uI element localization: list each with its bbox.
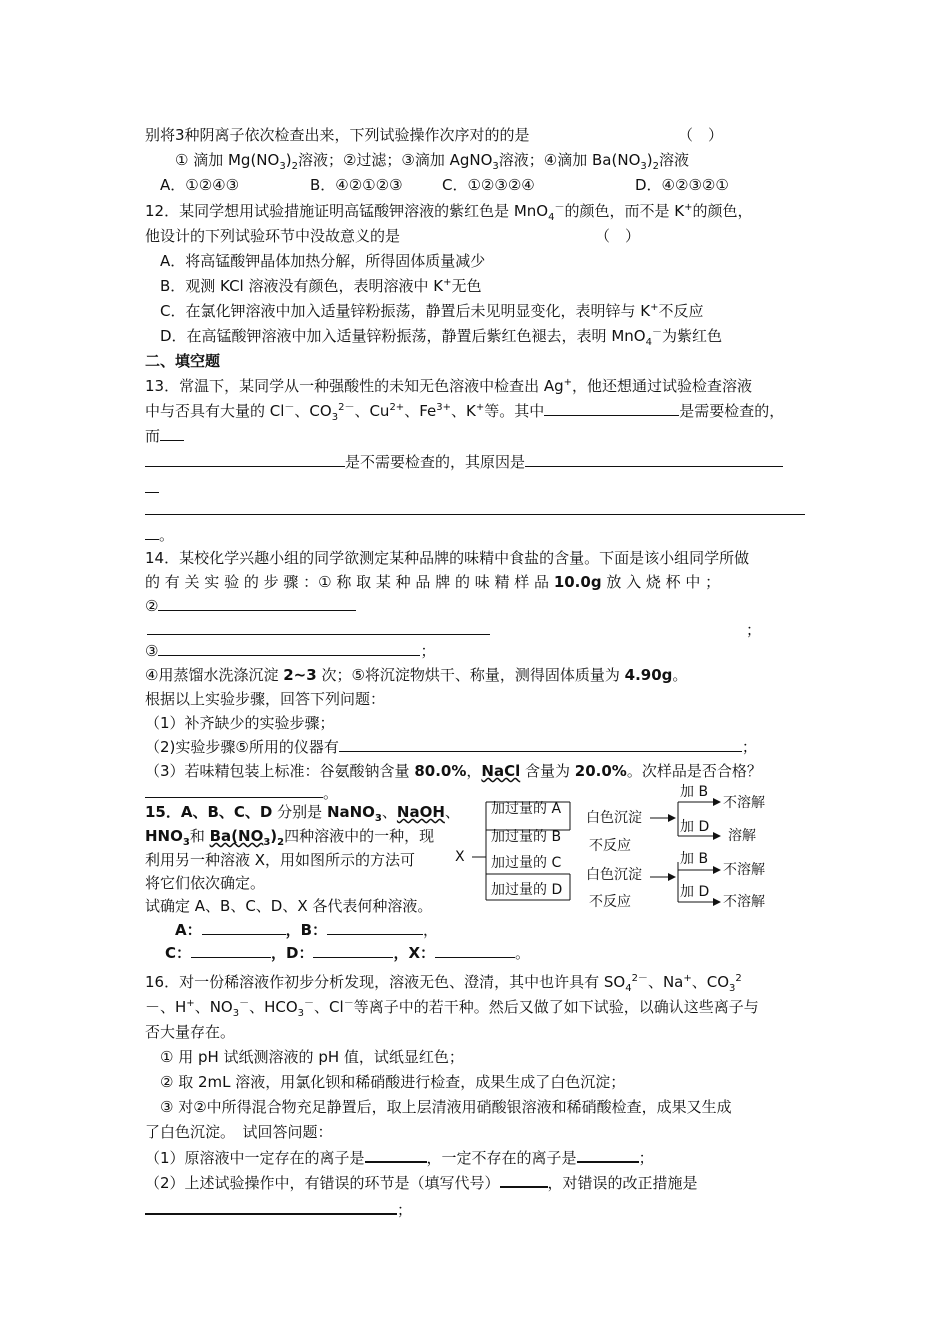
q15-answer-row1: A： ，B： ， [175, 921, 439, 939]
q12-option-b: B．观测 KCl 溶液没有颜色，表明溶液中 K+无色 [160, 277, 482, 295]
q13-line1: 13．常温下，某同学从一种强酸性的未知无色溶液中检查出 Ag+，他还想通过试验检查溶液 [145, 377, 753, 395]
q16-blank-absent[interactable] [577, 1147, 639, 1163]
q16-part-2: （2）上述试验操作中，有错误的环节是（填写代号） ，对错误的改正措施是 [145, 1174, 698, 1192]
flow-no-reaction-1: 不反应 [589, 838, 631, 854]
flow-plus-d-2: 加 D [680, 884, 710, 900]
flow-plus-b-2: 加 B [680, 851, 709, 867]
flow-add-c: 加过量的 C [491, 855, 562, 871]
q14-line11: 。 [145, 783, 338, 803]
flow-add-a: 加过量的 A [491, 801, 562, 817]
flow-add-d: 加过量的 D [491, 882, 563, 898]
q16-step-3b: 了白色沉淀。 试回答问题： [145, 1123, 333, 1141]
q14-line4-end: ； [746, 621, 762, 639]
q16-line1: 16．对一份稀溶液作初步分析发现，溶液无色、澄清，其中也许具有 $SO_4^{2-}$、Na+、$CO_3^2$ [145, 973, 742, 994]
flow-insoluble-3: 不溶解 [723, 894, 765, 910]
q14-line9: （2)实验步骤⑤所用的仪器有 ； [145, 738, 757, 756]
q15-line2: $HNO_3$和 $Ba(NO_3)_2$四种溶液中的一种，现 [145, 827, 435, 848]
q12-line2: 他设计的下列试验环节中没故意义的是 （ ） [145, 227, 641, 245]
q11-option-a: A．①②④③ [160, 176, 240, 194]
q11-option-c: C．①②③②④ [442, 176, 535, 194]
q16-part-1: （1）原溶液中一定存在的离子是 ，一定不存在的离子是 ； [145, 1149, 654, 1167]
q16-part-2-answer: ； [145, 1199, 412, 1220]
q15-line1: 15．A、B、C、D 分别是 NaNO$_3$、NaOH、 [145, 803, 460, 824]
q14-line2: 的 有 关 实 验 的 步 骤 ：① 称 取 某 种 品 牌 的 味 精 样 品 10.0g 放 入 烧 杯 中 ； [145, 573, 721, 591]
q13-line4: 是不需要检查的，其原因是 [145, 452, 783, 472]
q16-blank-present[interactable] [365, 1147, 427, 1163]
flow-insoluble-1: 不溶解 [723, 795, 765, 811]
q12-line1: 12．某同学想用试验措施证明高锰酸钾溶液的紫红色是 MnO$_4$－的颜色，而不是 K+的颜色， [145, 202, 753, 223]
q16-step-1: ① 用 pH 试纸测溶液的 pH 值，试纸显红色； [160, 1048, 464, 1066]
q16-line3: 否大量存在。 [145, 1023, 236, 1041]
q11-stem: 别将3种阴离子依次检查出来，下列试验操作次序对的的是 （ ） [145, 126, 724, 144]
flow-white-precipitate-1: 白色沉淀 [586, 810, 642, 826]
q13-line2: 中与否具有大量的 Cl－、$CO_3^{2-}$、$Cu^{2+}$、$Fe^{3+}$、K+等。其中 是需要检查的， [145, 402, 785, 423]
q12-option-d: D．在高锰酸钾溶液中加入适量锌粉振荡，静置后紫红色褪去，表明 MnO$_4$－为紫红色 [160, 327, 722, 348]
q14-line10: （3）若味精包装上标准：谷氨酸钠含量 80.0%，NaCl 含量为 20.0%。次样品是否合格？ [145, 762, 762, 780]
flow-no-reaction-2: 不反应 [589, 894, 631, 910]
q15-line5: 试确定 A、B、C、D、X 各代表何种溶液。 [145, 897, 433, 915]
q14-line3: ② [145, 596, 356, 616]
q12-option-c: C．在氯化钾溶液中加入适量锌粉振荡，静置后未见明显变化，表明锌与 K+不反应 [160, 302, 704, 320]
flow-plus-d-1: 加 D [680, 819, 710, 835]
q14-line7: 根据以上实验步骤，回答下列问题： [145, 690, 386, 708]
flow-white-precipitate-2: 白色沉淀 [586, 867, 642, 883]
q16-blank-wrong-step[interactable] [500, 1172, 548, 1188]
q14-line5: ③ ； [145, 642, 436, 660]
flow-x: X [455, 849, 465, 865]
q13-line3: 而 [145, 426, 184, 446]
q14-line6: ④用蒸馏水洗涤沉淀 2~3 次；⑤将沉淀物烘干、称量，测得固体质量为 4.90g。 [145, 666, 688, 684]
flow-add-b: 加过量的 B [491, 829, 562, 845]
q14-line8: （1）补齐缺少的实验步骤； [145, 714, 335, 732]
q16-line2: －、H+、$NO_3^-$、$HCO_3^-$、Cl－等离子中的若干种。然后又做了如下试验，以确认这些离子与 [145, 998, 759, 1019]
flow-plus-b-1: 加 B [680, 784, 709, 800]
q13-line6: 。 [145, 525, 174, 545]
q15-answer-row2: C： ，D： ，X： 。 [165, 944, 531, 962]
q11-option-d: D．④②③②① [635, 176, 729, 194]
q16-blank-correction[interactable] [145, 1199, 397, 1215]
q11-steps: ① 滴加 $Mg(NO_3)_2$溶液；②过滤；③滴加 AgNO$_3$溶液；④滴加 $Ba(NO_3)_2$溶液 [175, 151, 689, 172]
q15-line4: 将它们依次确定。 [145, 874, 266, 892]
q16-step-3: ③ 对②中所得混合物充足静置后，取上层清液用硝酸银溶液和稀硝酸检查，成果又生成 [160, 1098, 732, 1116]
q11-option-b: B．④②①②③ [310, 176, 403, 194]
section-heading: 二、填空题 [145, 352, 221, 370]
q15-line3: 利用另一种溶液 X，用如图所示的方法可 [145, 851, 416, 869]
flow-insoluble-2: 不溶解 [723, 862, 765, 878]
q14-line1: 14．某校化学兴趣小组的同学欲测定某种品牌的味精中食盐的含量。下面是该小组同学所做 [145, 549, 750, 567]
q16-step-2: ② 取 2mL 溶液，用氯化钡和稀硝酸进行检查，成果生成了白色沉淀； [160, 1073, 626, 1091]
flow-dissolves: 溶解 [728, 828, 756, 844]
q12-option-a: A．将高锰酸钾晶体加热分解，所得固体质量减少 [160, 252, 486, 270]
